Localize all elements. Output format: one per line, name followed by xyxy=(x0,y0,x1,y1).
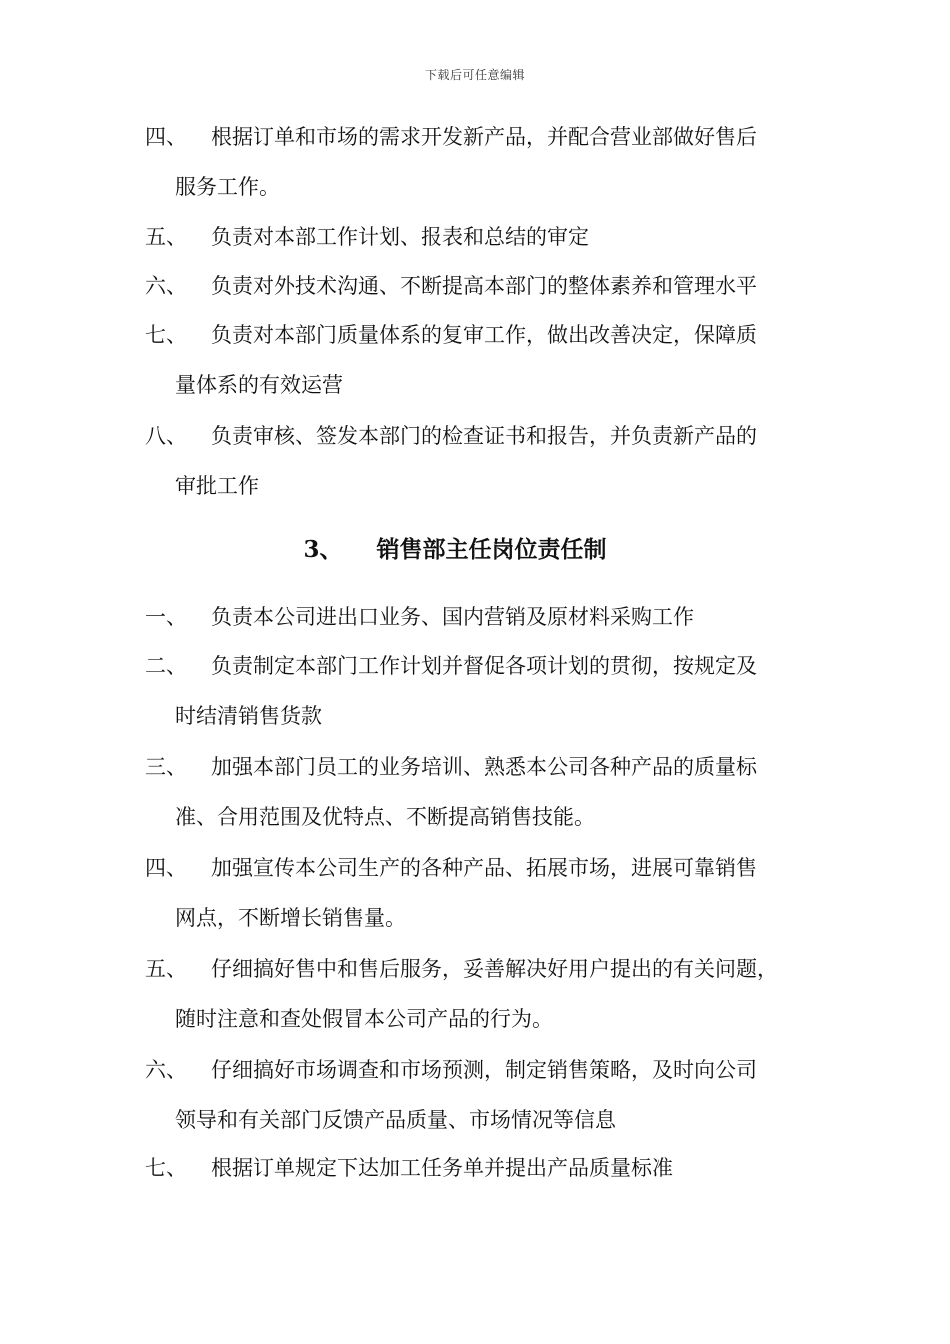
item-number: 七、 xyxy=(145,1156,187,1180)
item-number: 六、 xyxy=(145,1058,187,1082)
item-text: 负责审核、签发本部门的检查证书和报告，并负责新产品的 xyxy=(211,424,757,448)
list-item xyxy=(145,592,835,642)
item-continuation: 领导和有关部门反馈产品质量、市场情况等信息 xyxy=(175,1108,616,1132)
section-title xyxy=(0,528,950,572)
item-number: 六、 xyxy=(145,274,187,298)
item-number: 七、 xyxy=(145,323,187,347)
item-continuation: 量体系的有效运营 xyxy=(175,373,343,397)
item-text: 根据订单规定下达加工任务单并提出产品质量标准 xyxy=(211,1156,673,1180)
list-item xyxy=(145,1143,835,1193)
list-item xyxy=(145,411,835,511)
page-header: 下载后可任意编辑 xyxy=(424,68,525,82)
item-continuation: 服务工作。 xyxy=(175,175,280,199)
item-text: 负责对外技术沟通、不断提高本部门的整体素养和管理水平 xyxy=(211,274,757,298)
item-text: 根据订单和市场的需求开发新产品，并配合营业部做好售后 xyxy=(211,125,757,149)
item-continuation: 随时注意和查处假冒本公司产品的行为。 xyxy=(175,1007,553,1031)
item-text: 负责本公司进出口业务、国内营销及原材料采购工作 xyxy=(211,605,694,629)
item-text: 加强本部门员工的业务培训、熟悉本公司各种产品的质量标 xyxy=(211,755,757,779)
item-number: 八、 xyxy=(145,424,187,448)
list-item xyxy=(145,843,835,943)
list-item xyxy=(145,310,835,410)
list-item xyxy=(145,742,835,842)
item-text: 加强宣传本公司生产的各种产品、拓展市场，进展可靠销售 xyxy=(211,856,757,880)
item-text: 负责对本部门质量体系的复审工作，做出改善决定，保障质 xyxy=(211,323,757,347)
item-text: 负责对本部工作计划、报表和总结的审定 xyxy=(211,225,589,249)
list-item xyxy=(145,112,835,212)
item-continuation: 准、合用范围及优特点、不断提高销售技能。 xyxy=(175,805,595,829)
item-number: 三、 xyxy=(145,755,187,779)
item-continuation: 网点，不断增长销售量。 xyxy=(175,906,406,930)
item-number: 四、 xyxy=(145,125,187,149)
section-number: 3、 xyxy=(303,536,343,563)
item-number: 四、 xyxy=(145,856,187,880)
item-text: 负责制定本部门工作计划并督促各项计划的贯彻，按规定及 xyxy=(211,654,757,678)
item-continuation: 审批工作 xyxy=(175,474,259,498)
item-number: 二、 xyxy=(145,654,187,678)
list-item xyxy=(145,1045,835,1145)
item-number: 五、 xyxy=(145,957,187,981)
item-number: 五、 xyxy=(145,225,187,249)
list-item xyxy=(145,944,835,1044)
item-text: 仔细搞好市场调查和市场预测，制定销售策略，及时向公司 xyxy=(211,1058,757,1082)
list-item xyxy=(145,261,835,311)
list-item xyxy=(145,641,835,741)
list-item xyxy=(145,212,835,262)
item-continuation: 时结清销售货款 xyxy=(175,704,322,728)
item-text: 仔细搞好售中和售后服务，妥善解决好用户提出的有关问题， xyxy=(211,957,778,981)
section-heading: 销售部主任岗位责任制 xyxy=(376,536,607,563)
item-number: 一、 xyxy=(145,605,187,629)
